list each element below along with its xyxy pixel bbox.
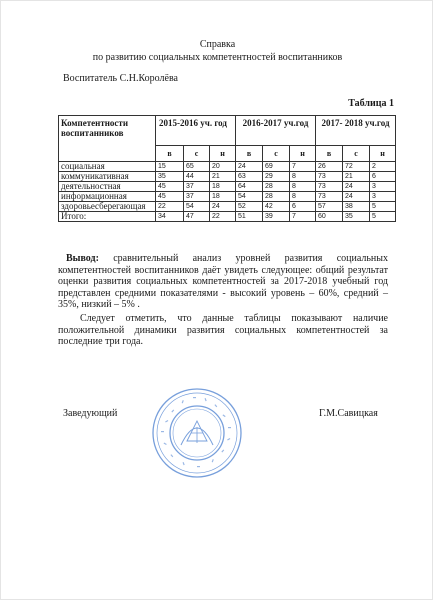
table-row xyxy=(59,192,396,202)
table-row xyxy=(59,202,396,212)
value-cell: 3 xyxy=(370,192,396,202)
value-cell: 20 xyxy=(210,162,236,172)
signature-position: Заведующий xyxy=(63,408,118,419)
value-cell: 63 xyxy=(236,172,263,182)
value-cell: 5 xyxy=(370,202,396,212)
value-cell: 8 xyxy=(290,172,316,182)
table-subheader-cell: н xyxy=(370,146,396,162)
value-cell: 21 xyxy=(343,172,370,182)
value-cell: 28 xyxy=(263,182,290,192)
value-cell: 57 xyxy=(316,202,343,212)
value-cell: 73 xyxy=(316,172,343,182)
competence-name-cell: информационная xyxy=(59,192,156,202)
value-cell: 45 xyxy=(156,192,184,202)
value-cell: 54 xyxy=(184,202,210,212)
value-cell: 29 xyxy=(263,172,290,182)
value-cell: 34 xyxy=(156,212,184,222)
competence-name-cell: коммуникативная xyxy=(59,172,156,182)
value-cell: 5 xyxy=(370,212,396,222)
value-cell: 44 xyxy=(184,172,210,182)
value-cell: 3 xyxy=(370,182,396,192)
value-cell: 15 xyxy=(156,162,184,172)
conclusion-text: сравнительный анализ уровней развития социальных компетентностей воспитанников даёт увидеть следующее: общий результат оценки развития социальных компетентностей за 2017-2018 учебный год представлен средними показателями - высокий уровень – 60%, средний – 35%, низкий – 5% . xyxy=(58,253,388,310)
value-cell: 22 xyxy=(210,212,236,222)
value-cell: 65 xyxy=(184,162,210,172)
competence-table xyxy=(58,115,396,222)
document-title: Справка xyxy=(199,39,236,50)
table-subheader-cell: с xyxy=(184,146,210,162)
conclusion-label: Вывод: xyxy=(66,253,99,264)
value-cell: 7 xyxy=(290,162,316,172)
table-subheader-cell: н xyxy=(290,146,316,162)
value-cell: 8 xyxy=(290,192,316,202)
competence-name-cell: деятельностная xyxy=(59,182,156,192)
dynamics-paragraph xyxy=(58,313,388,348)
value-cell: 72 xyxy=(343,162,370,172)
table-subheader-cell: в xyxy=(316,146,343,162)
value-cell: 7 xyxy=(290,212,316,222)
value-cell: 38 xyxy=(343,202,370,212)
value-cell: 54 xyxy=(236,192,263,202)
value-cell: 28 xyxy=(263,192,290,202)
conclusion-paragraph xyxy=(58,253,388,311)
value-cell: 64 xyxy=(236,182,263,192)
table-subheader-cell: в xyxy=(236,146,263,162)
value-cell: 6 xyxy=(290,202,316,212)
official-stamp xyxy=(151,387,243,479)
table-row xyxy=(59,212,396,222)
table-subheader-cell: с xyxy=(263,146,290,162)
value-cell: 35 xyxy=(156,172,184,182)
value-cell: 73 xyxy=(316,182,343,192)
author-line: Воспитатель С.Н.Королёва xyxy=(63,73,178,84)
value-cell: 26 xyxy=(316,162,343,172)
value-cell: 18 xyxy=(210,192,236,202)
table-row xyxy=(59,162,396,172)
value-cell: 51 xyxy=(236,212,263,222)
value-cell: 39 xyxy=(263,212,290,222)
table-row xyxy=(59,172,396,182)
value-cell: 42 xyxy=(263,202,290,212)
value-cell: 21 xyxy=(210,172,236,182)
table-header-competence: Компетентности воспитанников xyxy=(59,116,156,162)
value-cell: 18 xyxy=(210,182,236,192)
competence-name-cell: Итого: xyxy=(59,212,156,222)
value-cell: 24 xyxy=(343,192,370,202)
value-cell: 73 xyxy=(316,192,343,202)
table-header-year-1: 2015-2016 уч. год xyxy=(156,116,236,146)
table-subheader-cell: н xyxy=(210,146,236,162)
value-cell: 24 xyxy=(210,202,236,212)
value-cell: 6 xyxy=(370,172,396,182)
value-cell: 24 xyxy=(236,162,263,172)
competence-name-cell: социальная xyxy=(59,162,156,172)
table-body xyxy=(59,162,396,222)
value-cell: 45 xyxy=(156,182,184,192)
value-cell: 60 xyxy=(316,212,343,222)
document-subtitle: по развитию социальных компетентностей воспитанников xyxy=(92,52,343,63)
dynamics-text: Следует отметить, что данные таблицы показывают наличие положительной динамики развития социальных компетентностей за последние три года. xyxy=(58,313,388,347)
value-cell: 24 xyxy=(343,182,370,192)
value-cell: 2 xyxy=(370,162,396,172)
value-cell: 52 xyxy=(236,202,263,212)
value-cell: 47 xyxy=(184,212,210,222)
table-subheader-cell: с xyxy=(343,146,370,162)
value-cell: 69 xyxy=(263,162,290,172)
table-header-year-2: 2016-2017 уч.год xyxy=(236,116,316,146)
table-subheader-cell: в xyxy=(156,146,184,162)
value-cell: 37 xyxy=(184,182,210,192)
table-label: Таблица 1 xyxy=(348,98,394,109)
table-row xyxy=(59,182,396,192)
value-cell: 22 xyxy=(156,202,184,212)
signature-name: Г.М.Савицкая xyxy=(319,408,378,419)
value-cell: 8 xyxy=(290,182,316,192)
competence-name-cell: здоровьесберегающая xyxy=(59,202,156,212)
table-header-year-3: 2017- 2018 уч.год xyxy=(316,116,396,146)
value-cell: 37 xyxy=(184,192,210,202)
value-cell: 35 xyxy=(343,212,370,222)
